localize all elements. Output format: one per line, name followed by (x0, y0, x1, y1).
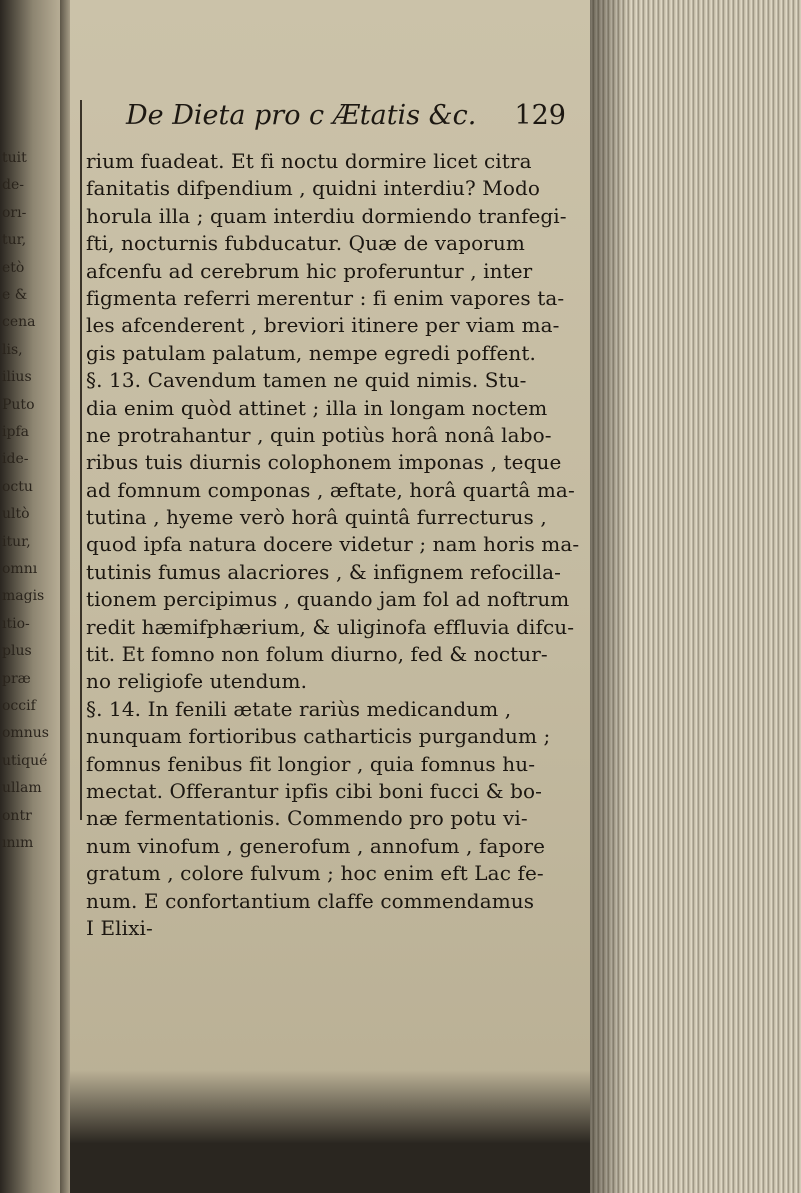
margin-fragment: tuit (2, 150, 27, 166)
margin-fragment: ullam (2, 780, 42, 797)
running-head-title: De Dieta pro c Ætatis &c. (126, 100, 477, 131)
text-line: tionem percipimus , quando jam fol ad noftrum (86, 587, 570, 612)
margin-fragment: præ (2, 670, 31, 687)
text-line: redit hæmifphærium, & uliginofa effluvia difcu- (86, 614, 575, 639)
running-head (126, 100, 566, 131)
margin-fragment: magis (2, 588, 45, 605)
text-line: ad fomnum componas , æftate, horâ quartâ ma- (86, 477, 575, 502)
text-line: ne protrahantur , quin potiùs horâ nonâ labo- (86, 422, 552, 447)
text-line: fomnus fenibus fit longior , quia fomnus hu- (86, 751, 536, 776)
text-line: num vinofum , generofum , annofum , fapore (86, 833, 546, 858)
text-line: I Elixi- (86, 915, 153, 940)
text-line: figmenta referri merentur : fi enim vapores ta- (86, 285, 565, 310)
text-line: ribus tuis diurnis colophonem imponas , teque (86, 450, 562, 475)
text-line: mectat. Offerantur ipfis cibi boni fucci & bo- (86, 778, 543, 803)
margin-fragment: itur, (2, 533, 31, 550)
text-line: afcenfu ad cerebrum hic proferuntur , inter (86, 258, 533, 283)
margin-fragment: tur, (2, 232, 27, 249)
margin-fragment: orı- (2, 204, 27, 221)
margin-fragment: etò (2, 259, 25, 276)
text-line: rium fuadeat. Et fi noctu dormire licet citra (86, 149, 532, 173)
margin-fragment: omnus (2, 725, 49, 742)
margin-fragment: cena (2, 314, 36, 331)
book-page (70, 0, 590, 1193)
margin-fragment: ipfa (2, 424, 29, 440)
text-line: quod ipfa natura docere videtur ; nam horis ma- (86, 532, 580, 557)
margin-fragment: omnı (2, 561, 38, 577)
adjacent-page-strip (0, 0, 60, 1193)
text-line: fti, nocturnis fubducatur. Quæ de vaporum (86, 231, 525, 256)
margin-fragment: plus (2, 643, 32, 660)
text-line: gratum , colore fulvum ; hoc enim eft Lac fe- (86, 861, 544, 886)
text-line: gis patulam palatum, nempe egredi poffent. (86, 340, 536, 365)
text-line: tutinis fumus alacriores , & infignem refocilla- (86, 559, 561, 584)
margin-fragment: ilius (2, 369, 32, 386)
text-line: §. 14. In fenili ætate rariùs medicandum , (86, 696, 512, 721)
text-line: §. 13. Cavendum tamen ne quid nimis. Stu- (86, 368, 527, 393)
text-line: nunquam fortioribus catharticis purgandum ; (86, 724, 551, 749)
stacked-page-edges (590, 0, 801, 1193)
margin-fragment: de- (2, 177, 24, 194)
margin-fragment: lis, (2, 341, 23, 358)
text-line: les afcenderent , breviori itinere per viam ma- (86, 313, 560, 338)
margin-fragment: ınım (2, 835, 34, 851)
page-gutter (60, 0, 70, 1193)
margin-fragment: ide- (2, 451, 29, 468)
page-number: 129 (514, 100, 566, 131)
margin-fragment: e & (2, 287, 28, 303)
margin-fragment: utiqué (2, 752, 48, 769)
page-bottom-shadow (70, 1070, 590, 1193)
margin-fragment: octu (2, 478, 33, 495)
text-line: tutina , hyeme verò horâ quintâ furrecturus , (86, 505, 547, 530)
margin-fragment: ıtio- (2, 615, 30, 632)
margin-fragment: ontr (2, 807, 32, 824)
text-line: num. E confortantium claffe commendamus (86, 888, 535, 913)
margin-fragment: ultò (2, 506, 30, 523)
text-line: næ fermentationis. Commendo pro potu vi- (86, 806, 528, 831)
margin-fragment: occif (2, 698, 36, 714)
margin-rule (80, 100, 82, 820)
text-line: dia enim quòd attinet ; illa in longam noctem (86, 395, 548, 420)
text-line: fanitatis difpendium , quidni interdiu? Modo (86, 176, 541, 201)
text-line: tit. Et fomno non folum diurno, fed & noctur- (86, 642, 548, 667)
text-line: no religiofe utendum. (86, 669, 308, 694)
text-line: horula illa ; quam interdiu dormiendo tranfegi- (86, 203, 567, 228)
margin-fragment: Puto (2, 396, 35, 413)
body-text (86, 148, 580, 942)
